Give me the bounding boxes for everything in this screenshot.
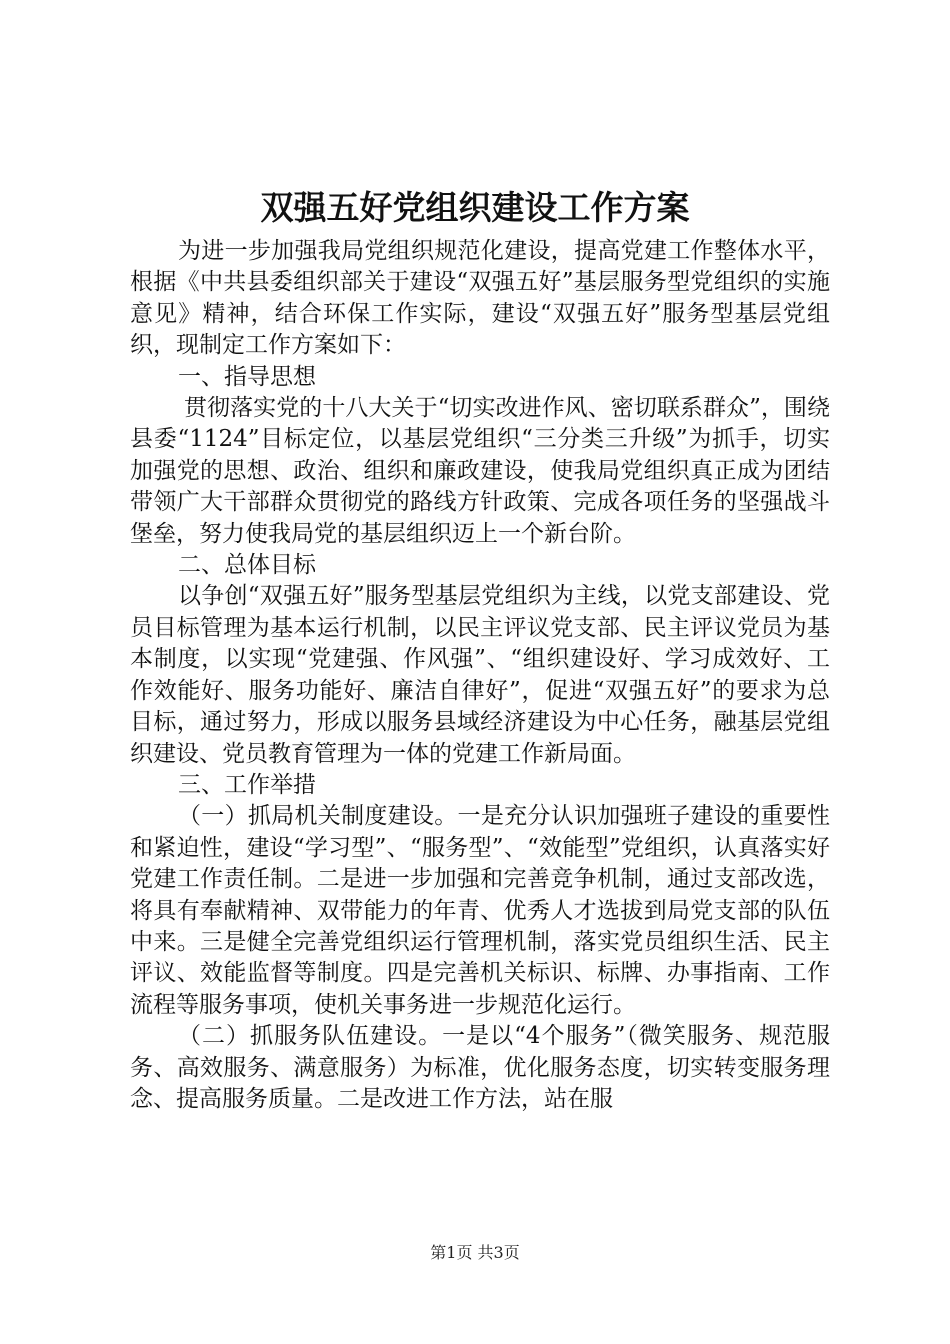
measure-2-paragraph: （二）抓服务队伍建设。一是以“4个服务”（微笑服务、规范服务、高效服务、满意服务）为标准，优化服务态度，切实转变服务理念、提高服务质量。二是改进工作方法，站在服 bbox=[130, 1023, 830, 1112]
section-2-paragraph: 以争创“双强五好”服务型基层党组织为主线，以党支部建设、党员目标管理为基本运行机制，以民主评议党支部、民主评议党员为基本制度，以实现“党建强、作风强”、“组织建设好、学习成效好、工作效能好、服务功能好、廉洁自律好”，促进“双强五好”的要求为总目标，通过努力，形成以服务县域经济建设为中心任务，融基层党组织建设、党员教育管理为一体的党建工作新局面。 bbox=[130, 583, 830, 767]
measure-1-paragraph: （一）抓局机关制度建设。一是充分认识加强班子建设的重要性和紧迫性，建设“学习型”、“服务型”、“效能型”党组织，认真落实好党建工作责任制。二是进一步加强和完善竞争机制，通过支部改选，将具有奉献精神、双带能力的年青、优秀人才选拔到局党支部的队伍中来。三是健全完善党组织运行管理机制，落实党员组织生活、民主评议、效能监督等制度。四是完善机关标识、标牌、办事指南、工作流程等服务事项，使机关事务进一步规范化运行。 bbox=[130, 803, 830, 1018]
section-heading-3: 三、工作举措 bbox=[178, 771, 316, 798]
section-heading-1: 一、指导思想 bbox=[178, 363, 316, 390]
intro-paragraph: 为进一步加强我局党组织规范化建设，提高党建工作整体水平，根据《中共县委组织部关于建设“双强五好”基层服务型党组织的实施意见》精神，结合环保工作实际，建设“双强五好”服务型基层党组织，现制定工作方案如下： bbox=[130, 238, 830, 359]
document-body bbox=[130, 236, 830, 1115]
document-title: 双强五好党组织建设工作方案 bbox=[260, 188, 690, 227]
page-footer: 第1页 共3页 bbox=[430, 1243, 520, 1262]
section-heading-2: 二、总体目标 bbox=[178, 552, 316, 579]
section-1-paragraph: 贯彻落实党的十八大关于“切实改进作风、密切联系群众”，围绕县委“1124”目标定位，以基层党组织“三分类三升级”为抓手，切实加强党的思想、政治、组织和廉政建设，使我局党组织真正成为团结带领广大干部群众贯彻党的路线方针政策、完成各项任务的坚强战斗堡垒，努力使我局党的基层组织迈上一个新台阶。 bbox=[130, 395, 830, 547]
